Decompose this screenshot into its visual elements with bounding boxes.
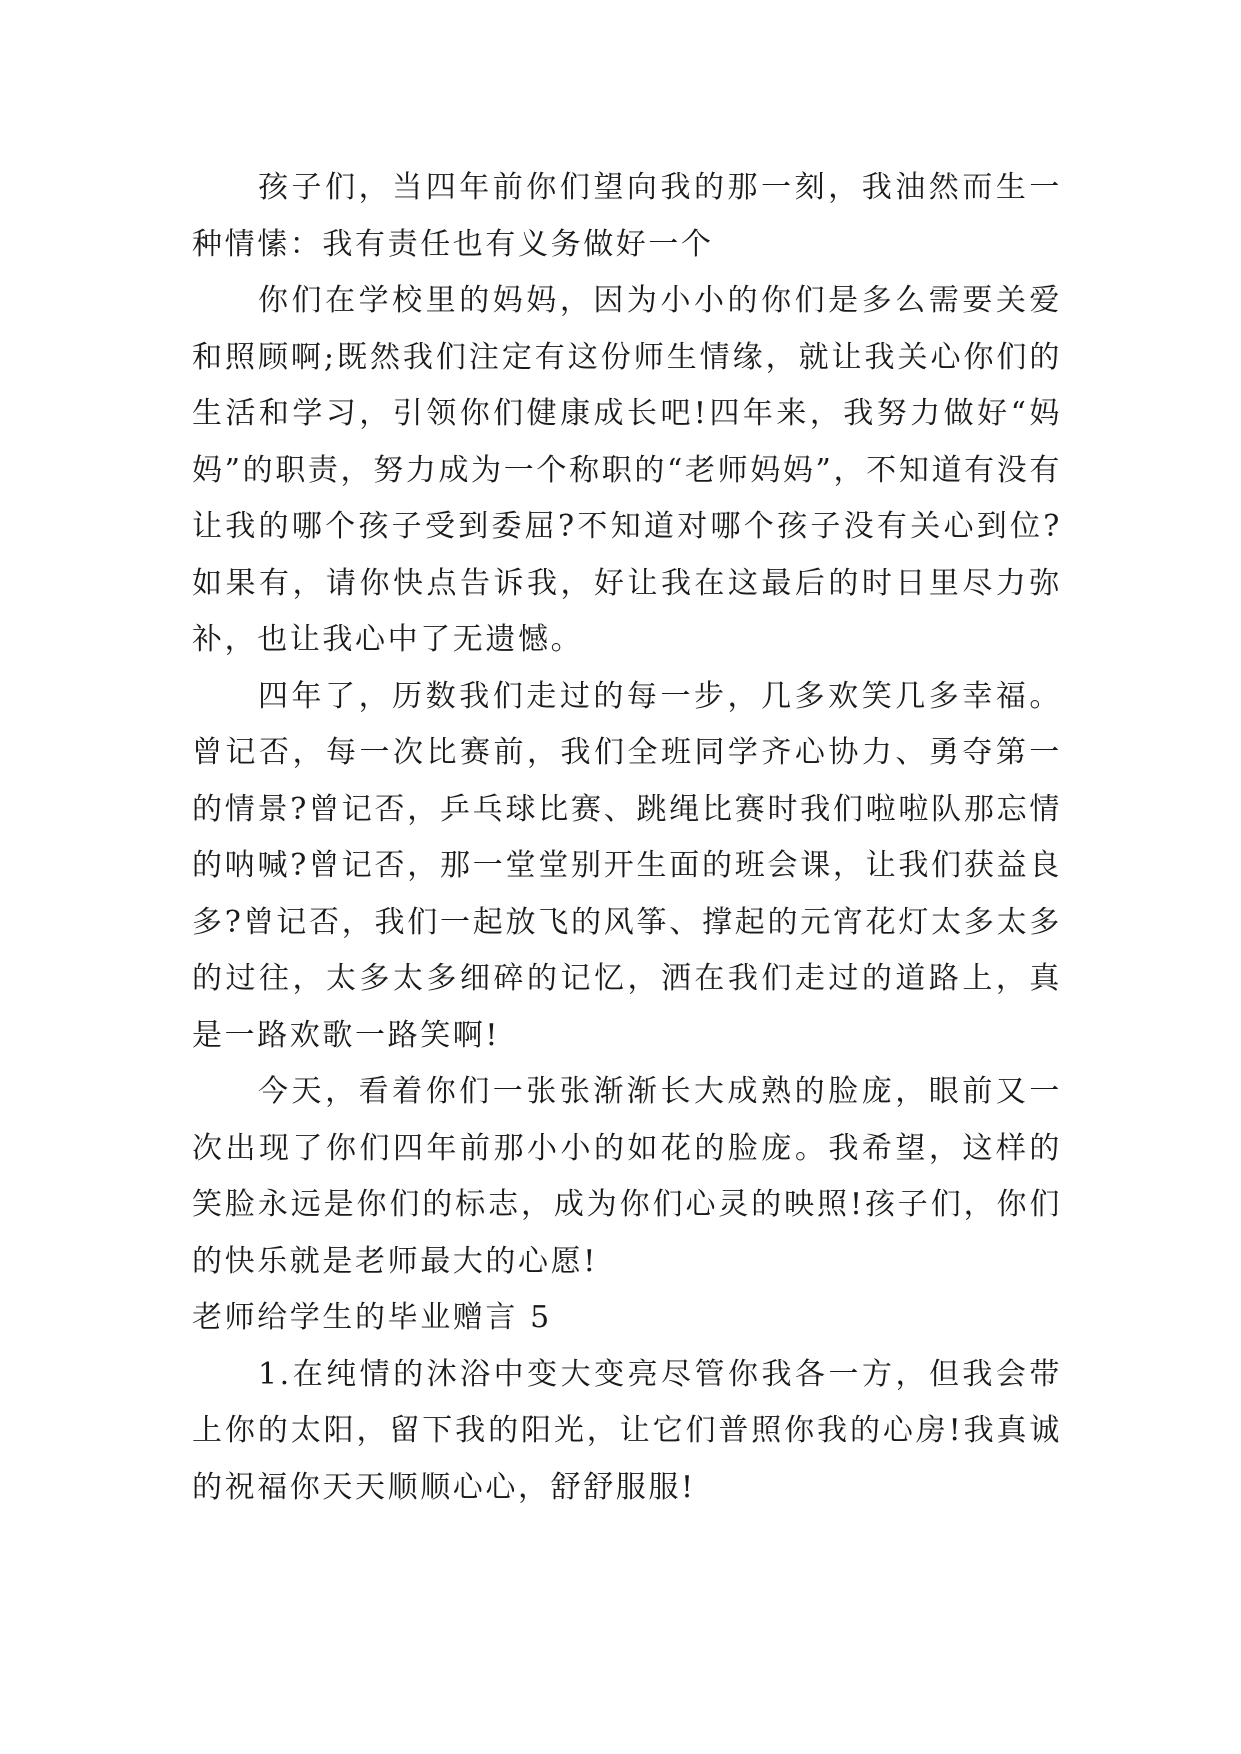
section-heading: 老师给学生的毕业赠言 5 bbox=[192, 1300, 552, 1335]
paragraph-4: 今天，看着你们一张张渐渐长大成熟的脸庞，眼前又一次出现了你们四年前那小小的如花的脸庞。我希望，这样的笑脸永远是你们的标志，成为你们心灵的映照!孩子们，你们的快乐就是老师最大的心愿! bbox=[192, 1074, 1062, 1279]
paragraph-2: 你们在学校里的妈妈，因为小小的你们是多么需要关爱和照顾啊;既然我们注定有这份师生情缘，就让我关心你们的生活和学习，引领你们健康成长吧!四年来，我努力做好“妈妈”的职责，努力成为一个称职的“老师妈妈”，不知道有没有让我的哪个孩子受到委屈?不知道对哪个孩子没有关心到位?如果有，请你快点告诉我，好让我在这最后的时日里尽力弥补，也让我心中了无遗憾。 bbox=[192, 283, 1062, 657]
list-item-1: 1.在纯情的沐浴中变大变亮尽管你我各一方，但我会带上你的太阳，留下我的阳光，让它们普照你我的心房!我真诚的祝福你天天顺顺心心，舒舒服服! bbox=[192, 1356, 1062, 1505]
document-body bbox=[192, 160, 1062, 1516]
paragraph-1: 孩子们，当四年前你们望向我的那一刻，我油然而生一种情愫：我有责任也有义务做好一个 bbox=[192, 170, 1062, 262]
paragraph-3: 四年了，历数我们走过的每一步，几多欢笑几多幸福。曾记否，每一次比赛前，我们全班同学齐心协力、勇夺第一的情景?曾记否，乒乓球比赛、跳绳比赛时我们啦啦队那忘情的呐喊?曾记否，那一堂堂别开生面的班会课，让我们获益良多?曾记否，我们一起放飞的风筝、撑起的元宵花灯太多太多的过往，太多太多细碎的记忆，洒在我们走过的道路上，真是一路欢歌一路笑啊! bbox=[192, 678, 1062, 1053]
